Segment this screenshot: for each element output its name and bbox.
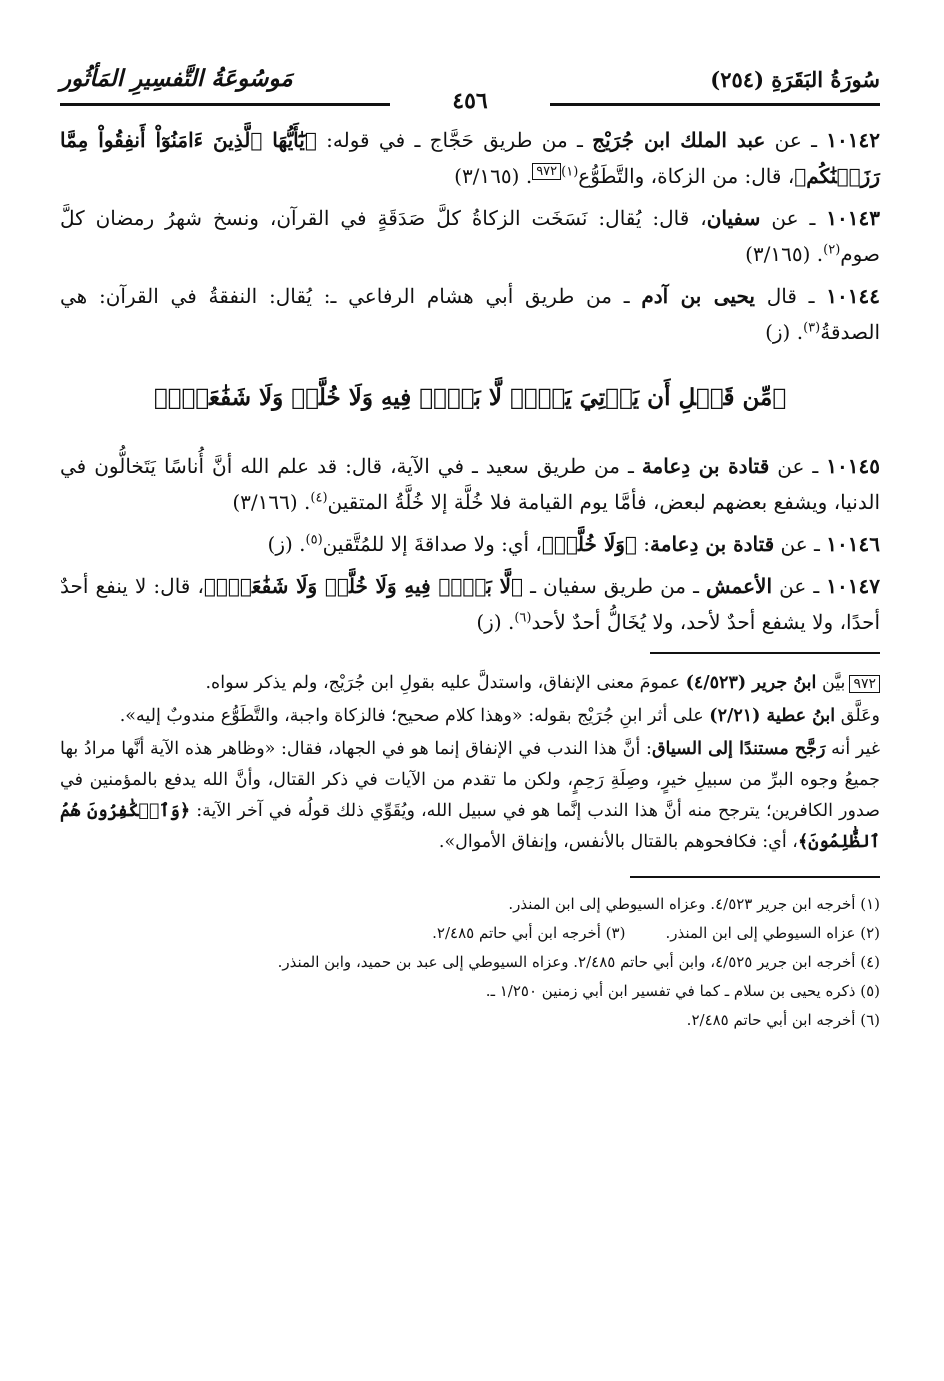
commentary-scholar: ابنُ جرير (٤/٥٢٣) bbox=[685, 673, 817, 693]
narration-text: ، قال: من الزكاة، والتَّطَوُّع bbox=[578, 164, 795, 188]
quran-quote: ﴿وَلَا خُلَّةٞ﴾ bbox=[541, 532, 637, 556]
footnote-5: (٥) ذكره يحيى بن سلام ـ كما في تفسير ابن أبي زمنين ١/٢٥٠ ـ. bbox=[485, 981, 880, 1000]
narration-number: ١٠١٤٧ bbox=[826, 574, 881, 598]
volume-ref: . (ز) bbox=[267, 532, 306, 556]
narrator-name: سفيان bbox=[706, 206, 761, 230]
quran-quote: ﴿يَٰٓأَيُّهَا ٱلَّذِينَ ءَامَنُوٓاْ أَنفِقُواْ مِمَّا رَزَقۡنَٰكُم﴾ bbox=[60, 128, 880, 188]
narration-number: ١٠١٤٥ bbox=[826, 454, 880, 478]
footnote-3: (٣) أخرجه ابن أبي حاتم ٢/٤٨٥. bbox=[432, 923, 626, 942]
narration-text: ـ من طريق حَجَّاج ـ في قوله: bbox=[316, 128, 593, 152]
commentary-text: غير أنه bbox=[825, 739, 880, 759]
narration-text: ـ من طريق سعيد ـ في الآية، قال: قد علم الله أنَّ أُناسًا يَتَخالُّون في الدنيا، ويشفع بعضهم لبعض، فأمَّا يوم القيامة فلا خُلَّة إلا خُلَّةُ المتقين bbox=[60, 454, 880, 514]
page-number: ٤٥٦ bbox=[442, 88, 497, 114]
verse-heading: ﴿مِّن قَبۡلِ أَن يَأۡتِيَ يَوۡمٞ لَّا بَيۡعٞ فِيهِ وَلَا خُلَّةٞ وَلَا شَفَٰعَةٞۗ﴾ bbox=[153, 384, 787, 411]
narrator-name: قتادة بن دِعامة bbox=[650, 532, 775, 556]
book-title: مَوسُوعَةُ التَّفسِيرِ المَأثُور bbox=[60, 65, 293, 92]
commentary-paragraph bbox=[60, 701, 880, 732]
narrator-name: عبد الملك ابن جُرَيْج bbox=[592, 128, 766, 152]
commentary-text: وعَلَّق bbox=[835, 706, 880, 726]
footnote-ref: (٣) bbox=[803, 320, 821, 336]
footnote-row bbox=[60, 919, 880, 948]
commentary-emphasis: رَجَّح مستندًا إلى السياق bbox=[651, 739, 826, 759]
commentary-text: : أنَّ هذا الندب في الإنفاق إنما هو في الجهاد، فقال: «وظاهر هذه الآية أنَّها مرادُ بها جميعُ وجوه البرِّ من سبيلِ خيرٍ، وصِلَةِ رَحِمٍ، ولكن ما تقدم من الآيات في ذكر القتال، وأنَّ الله يدفع بالمؤمنين في صدور الكافرين؛ يترجح منه أنَّ هذا الندب إنَّما هو في سبيل الله، ويُقَوِّي ذلك قولُه في آخر الآية: bbox=[60, 739, 880, 821]
volume-ref: . (٣/١٦٦) bbox=[232, 490, 311, 514]
header-rule-left bbox=[60, 103, 390, 106]
commentary-paragraph bbox=[60, 734, 880, 858]
surah-title: سُورَةُ البَقَرَةِ (٢٥٤) bbox=[710, 67, 880, 92]
commentary-ref-box: ٩٧٢ bbox=[532, 163, 561, 180]
commentary-paragraph bbox=[60, 668, 880, 699]
narrations-section bbox=[60, 122, 880, 640]
volume-ref: . (٣/١٦٥) bbox=[745, 242, 824, 266]
footnote-ref: (٦) bbox=[514, 610, 532, 626]
volume-ref: . (٣/١٦٥) bbox=[454, 164, 533, 188]
commentary-number-box: ٩٧٢ bbox=[849, 675, 880, 693]
narrator-name: يحيى بن آدم bbox=[641, 284, 755, 308]
commentary-scholar: ابنُ عطية (٢/٢١) bbox=[709, 706, 836, 726]
commentary-separator bbox=[650, 652, 880, 654]
quran-quote: ﴿لَّا بَيۡعٞ فِيهِ وَلَا خُلَّةٞ وَلَا شَفَٰعَةٞۗ﴾ bbox=[203, 574, 523, 598]
narrator-name: قتادة بن دِعامة bbox=[641, 454, 770, 478]
footnote-2: (٢) عزاه السيوطي إلى ابن المنذر. bbox=[665, 923, 880, 942]
commentary-text: بيَّن bbox=[816, 673, 846, 693]
footnote-ref: (١) bbox=[561, 164, 579, 180]
book-page bbox=[60, 48, 880, 1035]
commentary-text: عمومَ معنى الإنفاق، واستدلَّ عليه بقولِ ابن جُرَيْج، ولم يذكر سواه. bbox=[205, 673, 686, 693]
footnote-6: (٦) أخرجه ابن أبي حاتم ٢/٤٨٥. bbox=[686, 1010, 880, 1029]
footnote-ref: (٢) bbox=[823, 242, 841, 258]
narration-text: ، قال: لا ينفع أحدٌ أحدًا، ولا يشفع أحدٌ لأحد، ولا يُخَالُّ أحدٌ لأحد bbox=[60, 574, 880, 634]
narration-item bbox=[60, 200, 880, 272]
narration-text: ـ عن bbox=[760, 206, 827, 230]
narration-text: ـ عن bbox=[765, 128, 827, 152]
narration-text: ـ عن bbox=[769, 454, 827, 478]
narration-item bbox=[60, 278, 880, 350]
volume-ref: . (ز) bbox=[476, 610, 515, 634]
narration-item bbox=[60, 448, 880, 520]
narration-text: ـ من طريق أبي هشام الرفاعي ـ: يُقال: النفقةُ في القرآن: هي الصدقةُ bbox=[60, 284, 880, 344]
footnote-ref: (٤) bbox=[310, 490, 328, 506]
commentary-text: ، أي: فكافحوهم بالقتال بالأنفس، وإنفاق الأموال». bbox=[438, 832, 798, 852]
header-rule bbox=[60, 88, 880, 114]
narration-item bbox=[60, 526, 880, 562]
commentary-section bbox=[60, 668, 880, 858]
narration-text: ـ عن bbox=[774, 532, 827, 556]
narration-number: ١٠١٤٣ bbox=[826, 206, 880, 230]
narration-text: ـ من طريق سفيان ـ bbox=[523, 574, 707, 598]
narration-text: ، قال: يُقال: نَسَخَت الزكاةُ كلَّ صَدَقَةٍ في القرآن، ونسخ شهرُ رمضان كلَّ صوم bbox=[60, 206, 880, 266]
header-rule-right bbox=[550, 103, 880, 106]
quran-quote: ﴿وَٱلۡكَٰفِرُونَ هُمُ ٱلظَّٰلِمُونَ﴾ bbox=[60, 801, 880, 852]
footnotes-section bbox=[60, 890, 880, 1035]
footnotes-separator bbox=[630, 876, 880, 878]
narrator-name: الأعمش bbox=[706, 574, 773, 598]
narration-text: ، أي: ولا صداقةَ إلا للمُتَّقين bbox=[322, 532, 542, 556]
narration-text: ـ قال bbox=[754, 284, 827, 308]
volume-ref: . (ز) bbox=[765, 320, 804, 344]
footnote-ref: (٥) bbox=[305, 532, 323, 548]
narration-item bbox=[60, 568, 880, 640]
narration-text: ـ عن bbox=[772, 574, 827, 598]
narration-text: : bbox=[636, 532, 651, 556]
narration-number: ١٠١٤٤ bbox=[826, 284, 881, 308]
narration-number: ١٠١٤٦ bbox=[826, 532, 880, 556]
page-header bbox=[60, 48, 880, 92]
footnote-1: (١) أخرجه ابن جرير ٤/٥٢٣. وعزاه السيوطي إلى ابن المنذر. bbox=[508, 894, 880, 913]
commentary-text: على أثر ابنِ جُرَيْج بقوله: «وهذا كلام صحيح؛ فالزكاة واجبة، والتَّطَوُّع مندوبٌ إليه». bbox=[119, 706, 710, 726]
narration-item bbox=[60, 122, 880, 194]
footnote-4: (٤) أخرجه ابن جرير ٤/٥٢٥، وابن أبي حاتم ٢/٤٨٥. وعزاه السيوطي إلى عبد بن حميد، وابن المنذر. bbox=[277, 952, 880, 971]
narration-number: ١٠١٤٢ bbox=[826, 128, 880, 152]
